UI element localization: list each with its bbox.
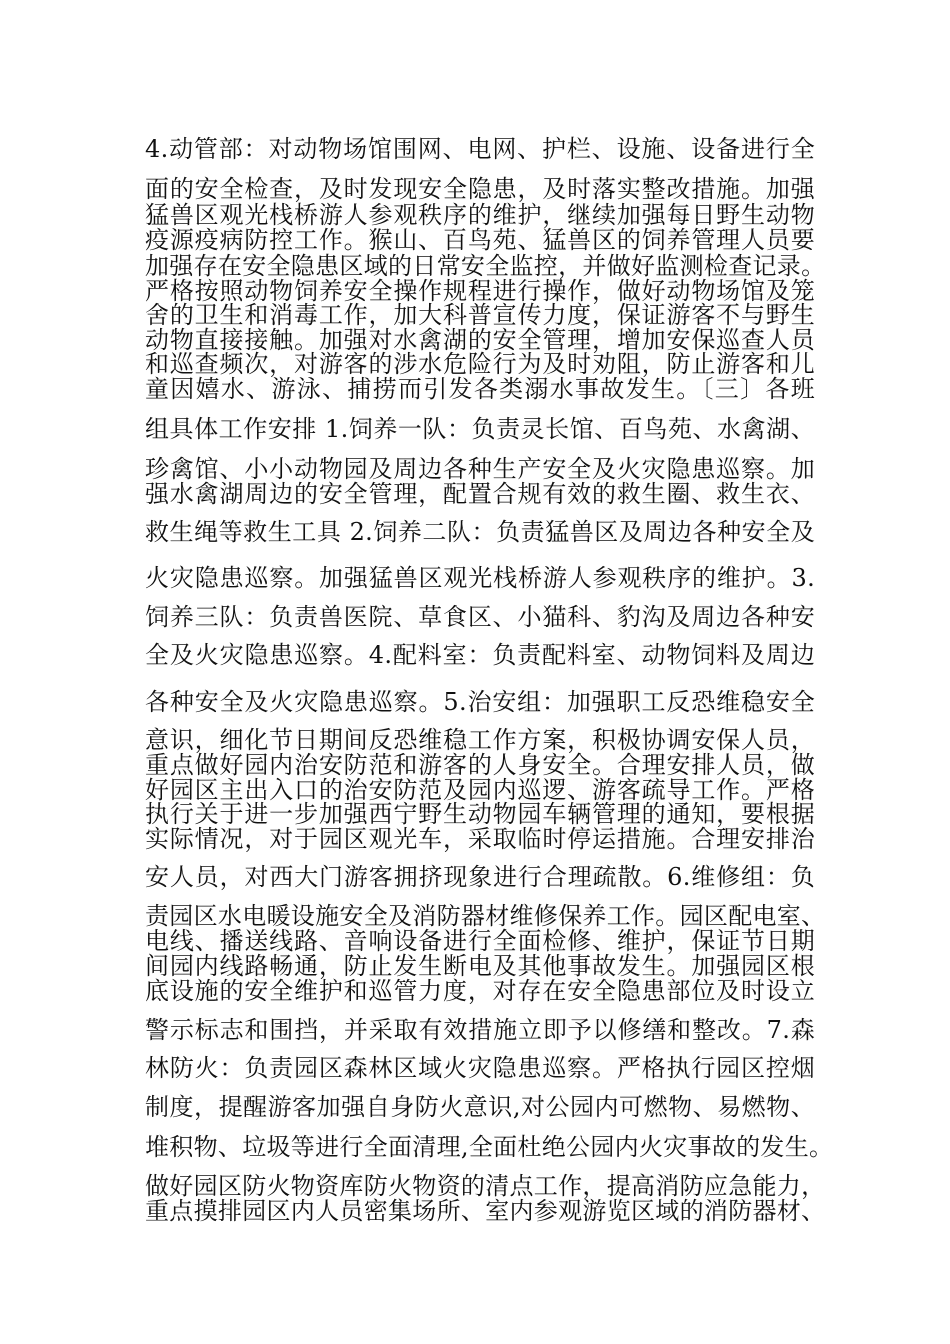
text-line: 制度，提醒游客加强自身防火意识,对公园内可燃物、易燃物、 <box>145 1093 815 1121</box>
text-line: 电线、播送线路、音响设备进行全面检修、维护，保证节日期 <box>145 927 815 955</box>
text-line: 组具体工作安排 1.饲养一队：负责灵长馆、百鸟苑、水禽湖、 <box>145 415 815 443</box>
text-line: 救生绳等救生工具 2.饲养二队：负责猛兽区及周边各种安全及 <box>145 518 815 546</box>
text-line: 实际情况，对于园区观光车，采取临时停运措施。合理安排治 <box>145 825 815 853</box>
text-line: 重点摸排园区内人员密集场所、室内参观游览区域的消防器材、 <box>145 1197 826 1225</box>
text-line: 疫源疫病防控工作。猴山、百鸟苑、猛兽区的饲养管理人员要 <box>145 226 815 254</box>
text-line: 珍禽馆、小小动物园及周边各种生产安全及火灾隐患巡察。加 <box>145 455 815 483</box>
text-line: 责园区水电暖设施安全及消防器材维修保养工作。园区配电室、 <box>145 902 826 930</box>
text-line: 做好园区防火物资库防火物资的清点工作，提高消防应急能力， <box>145 1172 826 1200</box>
text-line: 林防火：负责园区森林区域火灾隐患巡察。严格执行园区控烟 <box>145 1054 815 1082</box>
text-line: 各种安全及火灾隐患巡察。5.治安组：加强职工反恐维稳安全 <box>145 688 815 716</box>
text-line: 火灾隐患巡察。加强猛兽区观光栈桥游人参观秩序的维护。3. <box>145 564 815 592</box>
text-line: 4.动管部：对动物场馆围网、电网、护栏、设施、设备进行全 <box>145 135 815 163</box>
text-line: 堆积物、垃圾等进行全面清理,全面杜绝公园内火灾事故的发生。 <box>145 1133 834 1161</box>
text-line: 底设施的安全维护和巡管力度，对存在安全隐患部位及时设立 <box>145 977 815 1005</box>
text-line: 强水禽湖周边的安全管理，配置合规有效的救生圈、救生衣、 <box>145 480 815 508</box>
text-line: 猛兽区观光栈桥游人参观秩序的维护，继续加强每日野生动物 <box>145 201 815 229</box>
text-line: 重点做好园内治安防范和游客的人身安全。合理安排人员，做 <box>145 751 815 779</box>
text-line: 安人员，对西大门游客拥挤现象进行合理疏散。6.维修组：负 <box>145 863 815 891</box>
text-line: 意识，细化节日期间反恐维稳工作方案，积极协调安保人员， <box>145 726 815 754</box>
text-line: 饲养三队：负责兽医院、草食区、小猫科、豹沟及周边各种安 <box>145 603 815 631</box>
text-line: 加强存在安全隐患区域的日常安全监控，并做好监测检查记录。 <box>145 252 826 280</box>
text-line: 童因嬉水、游泳、捕捞而引发各类溺水事故发生。〔三〕各班 <box>145 375 815 403</box>
text-line: 警示标志和围挡，并采取有效措施立即予以修缮和整改。7.森 <box>145 1016 815 1044</box>
text-line: 和巡查频次，对游客的涉水危险行为及时劝阻，防止游客和儿 <box>145 350 815 378</box>
text-line: 动物直接接触。加强对水禽湖的安全管理，增加安保巡查人员 <box>145 326 815 354</box>
text-line: 执行关于进一步加强西宁野生动物园车辆管理的通知，要根据 <box>145 800 815 828</box>
text-line: 严格按照动物饲养安全操作规程进行操作，做好动物场馆及笼 <box>145 277 815 305</box>
text-line: 间园内线路畅通，防止发生断电及其他事故发生。加强园区根 <box>145 952 815 980</box>
text-line: 全及火灾隐患巡察。4.配料室：负责配料室、动物饲料及周边 <box>145 641 815 669</box>
text-line: 面的安全检查，及时发现安全隐患，及时落实整改措施。加强 <box>145 175 815 203</box>
text-line: 舍的卫生和消毒工作，加大科普宣传力度，保证游客不与野生 <box>145 301 815 329</box>
text-line: 好园区主出入口的治安防范及园内巡逻、游客疏导工作。严格 <box>145 776 815 804</box>
